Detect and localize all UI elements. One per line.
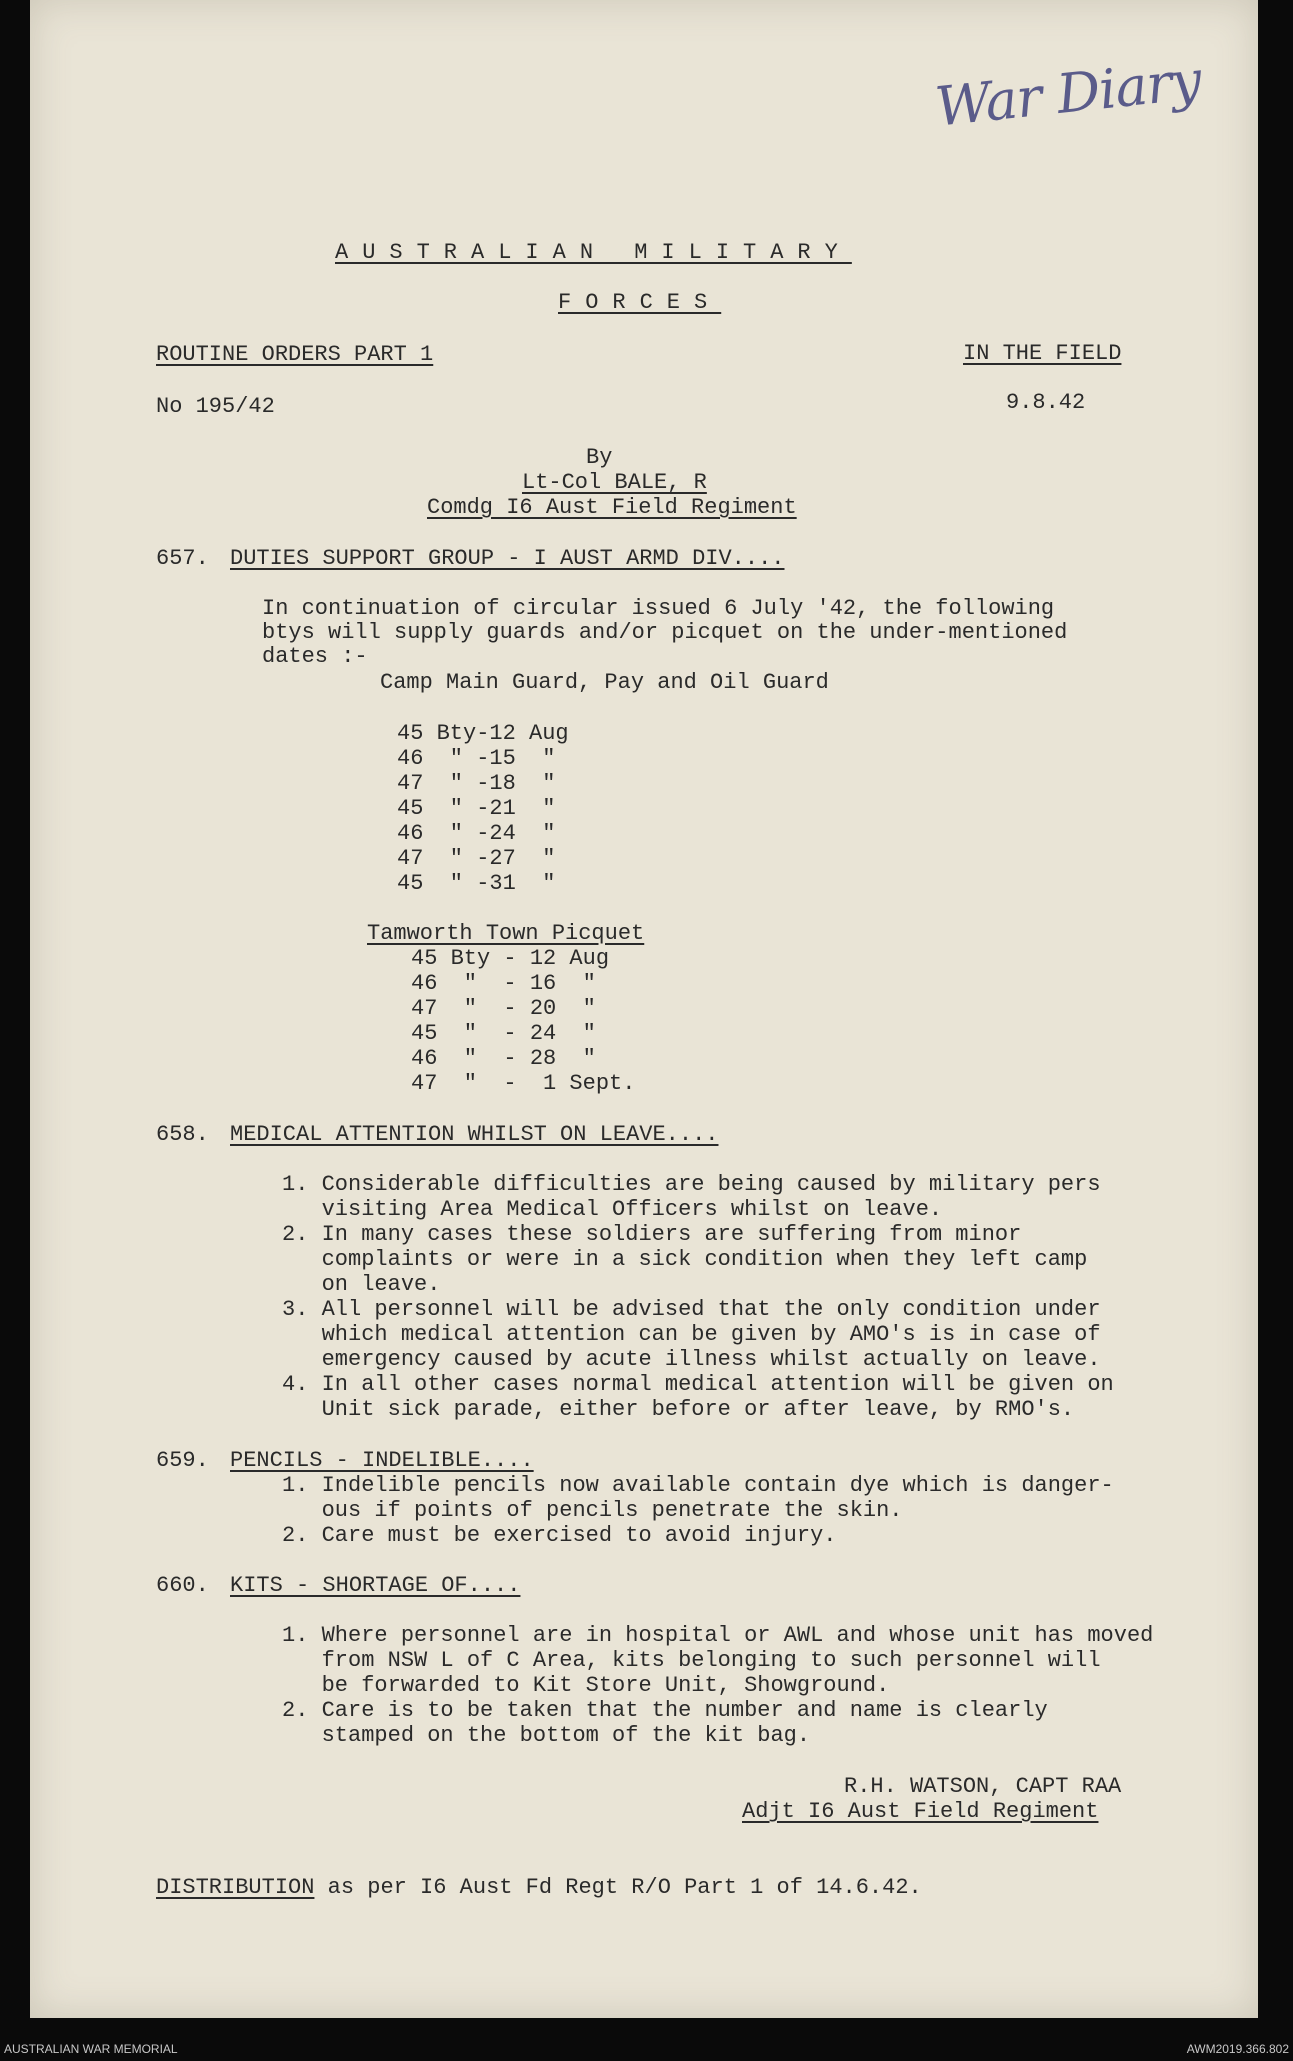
- section-658-line: on leave.: [282, 1272, 441, 1297]
- guard-row: 46 " -24 ": [397, 821, 556, 846]
- picquet-row: 47 " - 20 ": [411, 996, 596, 1021]
- section-658-line: which medical attention can be given by AMO's is in case of: [282, 1322, 1101, 1347]
- section-659-line: 2. Care must be exercised to avoid injury.: [282, 1523, 837, 1548]
- guard-row: 45 " -31 ": [397, 871, 556, 896]
- footer-left: AUSTRALIAN WAR MEMORIAL: [4, 2042, 178, 2056]
- section-658-line: Unit sick parade, either before or after leave, by RMO's.: [282, 1397, 1075, 1422]
- picquet-row: 45 " - 24 ": [411, 1021, 596, 1046]
- officer-command: Comdg I6 Aust Field Regiment: [427, 495, 797, 520]
- section-660-line: 2. Care is to be taken that the number and name is clearly: [282, 1698, 1048, 1723]
- distribution-text: as per I6 Aust Fd Regt R/O Part 1 of 14.6.42.: [314, 1875, 922, 1900]
- location: IN THE FIELD: [963, 341, 1122, 366]
- distribution-label: DISTRIBUTION: [156, 1875, 315, 1900]
- picquet-row: 46 " - 16 ": [411, 971, 596, 996]
- order-date: 9.8.42: [1006, 390, 1086, 415]
- section-660-number: 660.: [156, 1573, 209, 1598]
- section-657-intro-3: dates :-: [262, 644, 368, 669]
- routine-orders: ROUTINE ORDERS PART 1: [156, 342, 434, 367]
- section-659-line: 1. Indelible pencils now available contain dye which is danger-: [282, 1473, 1114, 1498]
- picquet-row: 45 Bty - 12 Aug: [411, 946, 610, 971]
- section-658-line: 4. In all other cases normal medical attention will be given on: [282, 1372, 1114, 1397]
- section-658-heading: MEDICAL ATTENTION WHILST ON LEAVE....: [230, 1122, 719, 1147]
- section-660-line: 1. Where personnel are in hospital or AWL and whose unit has moved: [282, 1623, 1154, 1648]
- section-657-heading: DUTIES SUPPORT GROUP - I AUST ARMD DIV....: [230, 546, 785, 571]
- section-658-line: emergency caused by acute illness whilst actually on leave.: [282, 1347, 1101, 1372]
- section-658-number: 658.: [156, 1122, 209, 1147]
- title-line-1: AUSTRALIAN MILITARY: [335, 240, 852, 265]
- section-657-intro-1: In continuation of circular issued 6 July '42, the following: [262, 596, 1055, 621]
- section-659-number: 659.: [156, 1448, 209, 1473]
- distribution-line: [156, 1877, 922, 1899]
- by-label: By: [586, 445, 613, 470]
- footer-right: AWM2019.366.802: [1186, 2042, 1289, 2056]
- section-657-intro-2: btys will supply guards and/or picquet on the under-mentioned: [262, 620, 1068, 645]
- guard-row: 45 " -21 ": [397, 796, 556, 821]
- picquet-row: 46 " - 28 ": [411, 1046, 596, 1071]
- section-658-line: 1. Considerable difficulties are being caused by military pers: [282, 1172, 1101, 1197]
- section-658-line: 2. In many cases these soldiers are suffering from minor: [282, 1222, 1022, 1247]
- section-660-heading: KITS - SHORTAGE OF....: [230, 1573, 521, 1598]
- guard-row: 47 " -27 ": [397, 846, 556, 871]
- section-658-line: visiting Area Medical Officers whilst on leave.: [282, 1197, 943, 1222]
- officer-name: Lt-Col BALE, R: [522, 470, 707, 495]
- section-660-line: be forwarded to Kit Store Unit, Showground.: [282, 1673, 890, 1698]
- guard-row: 46 " -15 ": [397, 746, 556, 771]
- section-657-number: 657.: [156, 546, 209, 571]
- document-page: [30, 0, 1258, 2018]
- signatory-name: R.H. WATSON, CAPT RAA: [844, 1774, 1122, 1799]
- order-number: No 195/42: [156, 394, 275, 419]
- section-660-line: stamped on the bottom of the kit bag.: [282, 1723, 811, 1748]
- picquet-row: 47 " - 1 Sept.: [411, 1071, 636, 1096]
- title-line-2: FORCES: [558, 290, 722, 315]
- guard-row: 45 Bty-12 Aug: [397, 721, 569, 746]
- guard-title: Camp Main Guard, Pay and Oil Guard: [380, 670, 829, 695]
- section-659-line: ous if points of pencils penetrate the skin.: [282, 1498, 903, 1523]
- section-660-line: from NSW L of C Area, kits belonging to such personnel will: [282, 1648, 1101, 1673]
- handwritten-annotation: War Diary: [932, 48, 1204, 139]
- signatory-role: Adjt I6 Aust Field Regiment: [742, 1799, 1099, 1824]
- guard-row: 47 " -18 ": [397, 771, 556, 796]
- section-658-line: 3. All personnel will be advised that the only condition under: [282, 1297, 1101, 1322]
- picquet-title: Tamworth Town Picquet: [367, 921, 645, 946]
- section-659-heading: PENCILS - INDELIBLE....: [230, 1448, 534, 1473]
- section-658-line: complaints or were in a sick condition when they left camp: [282, 1247, 1088, 1272]
